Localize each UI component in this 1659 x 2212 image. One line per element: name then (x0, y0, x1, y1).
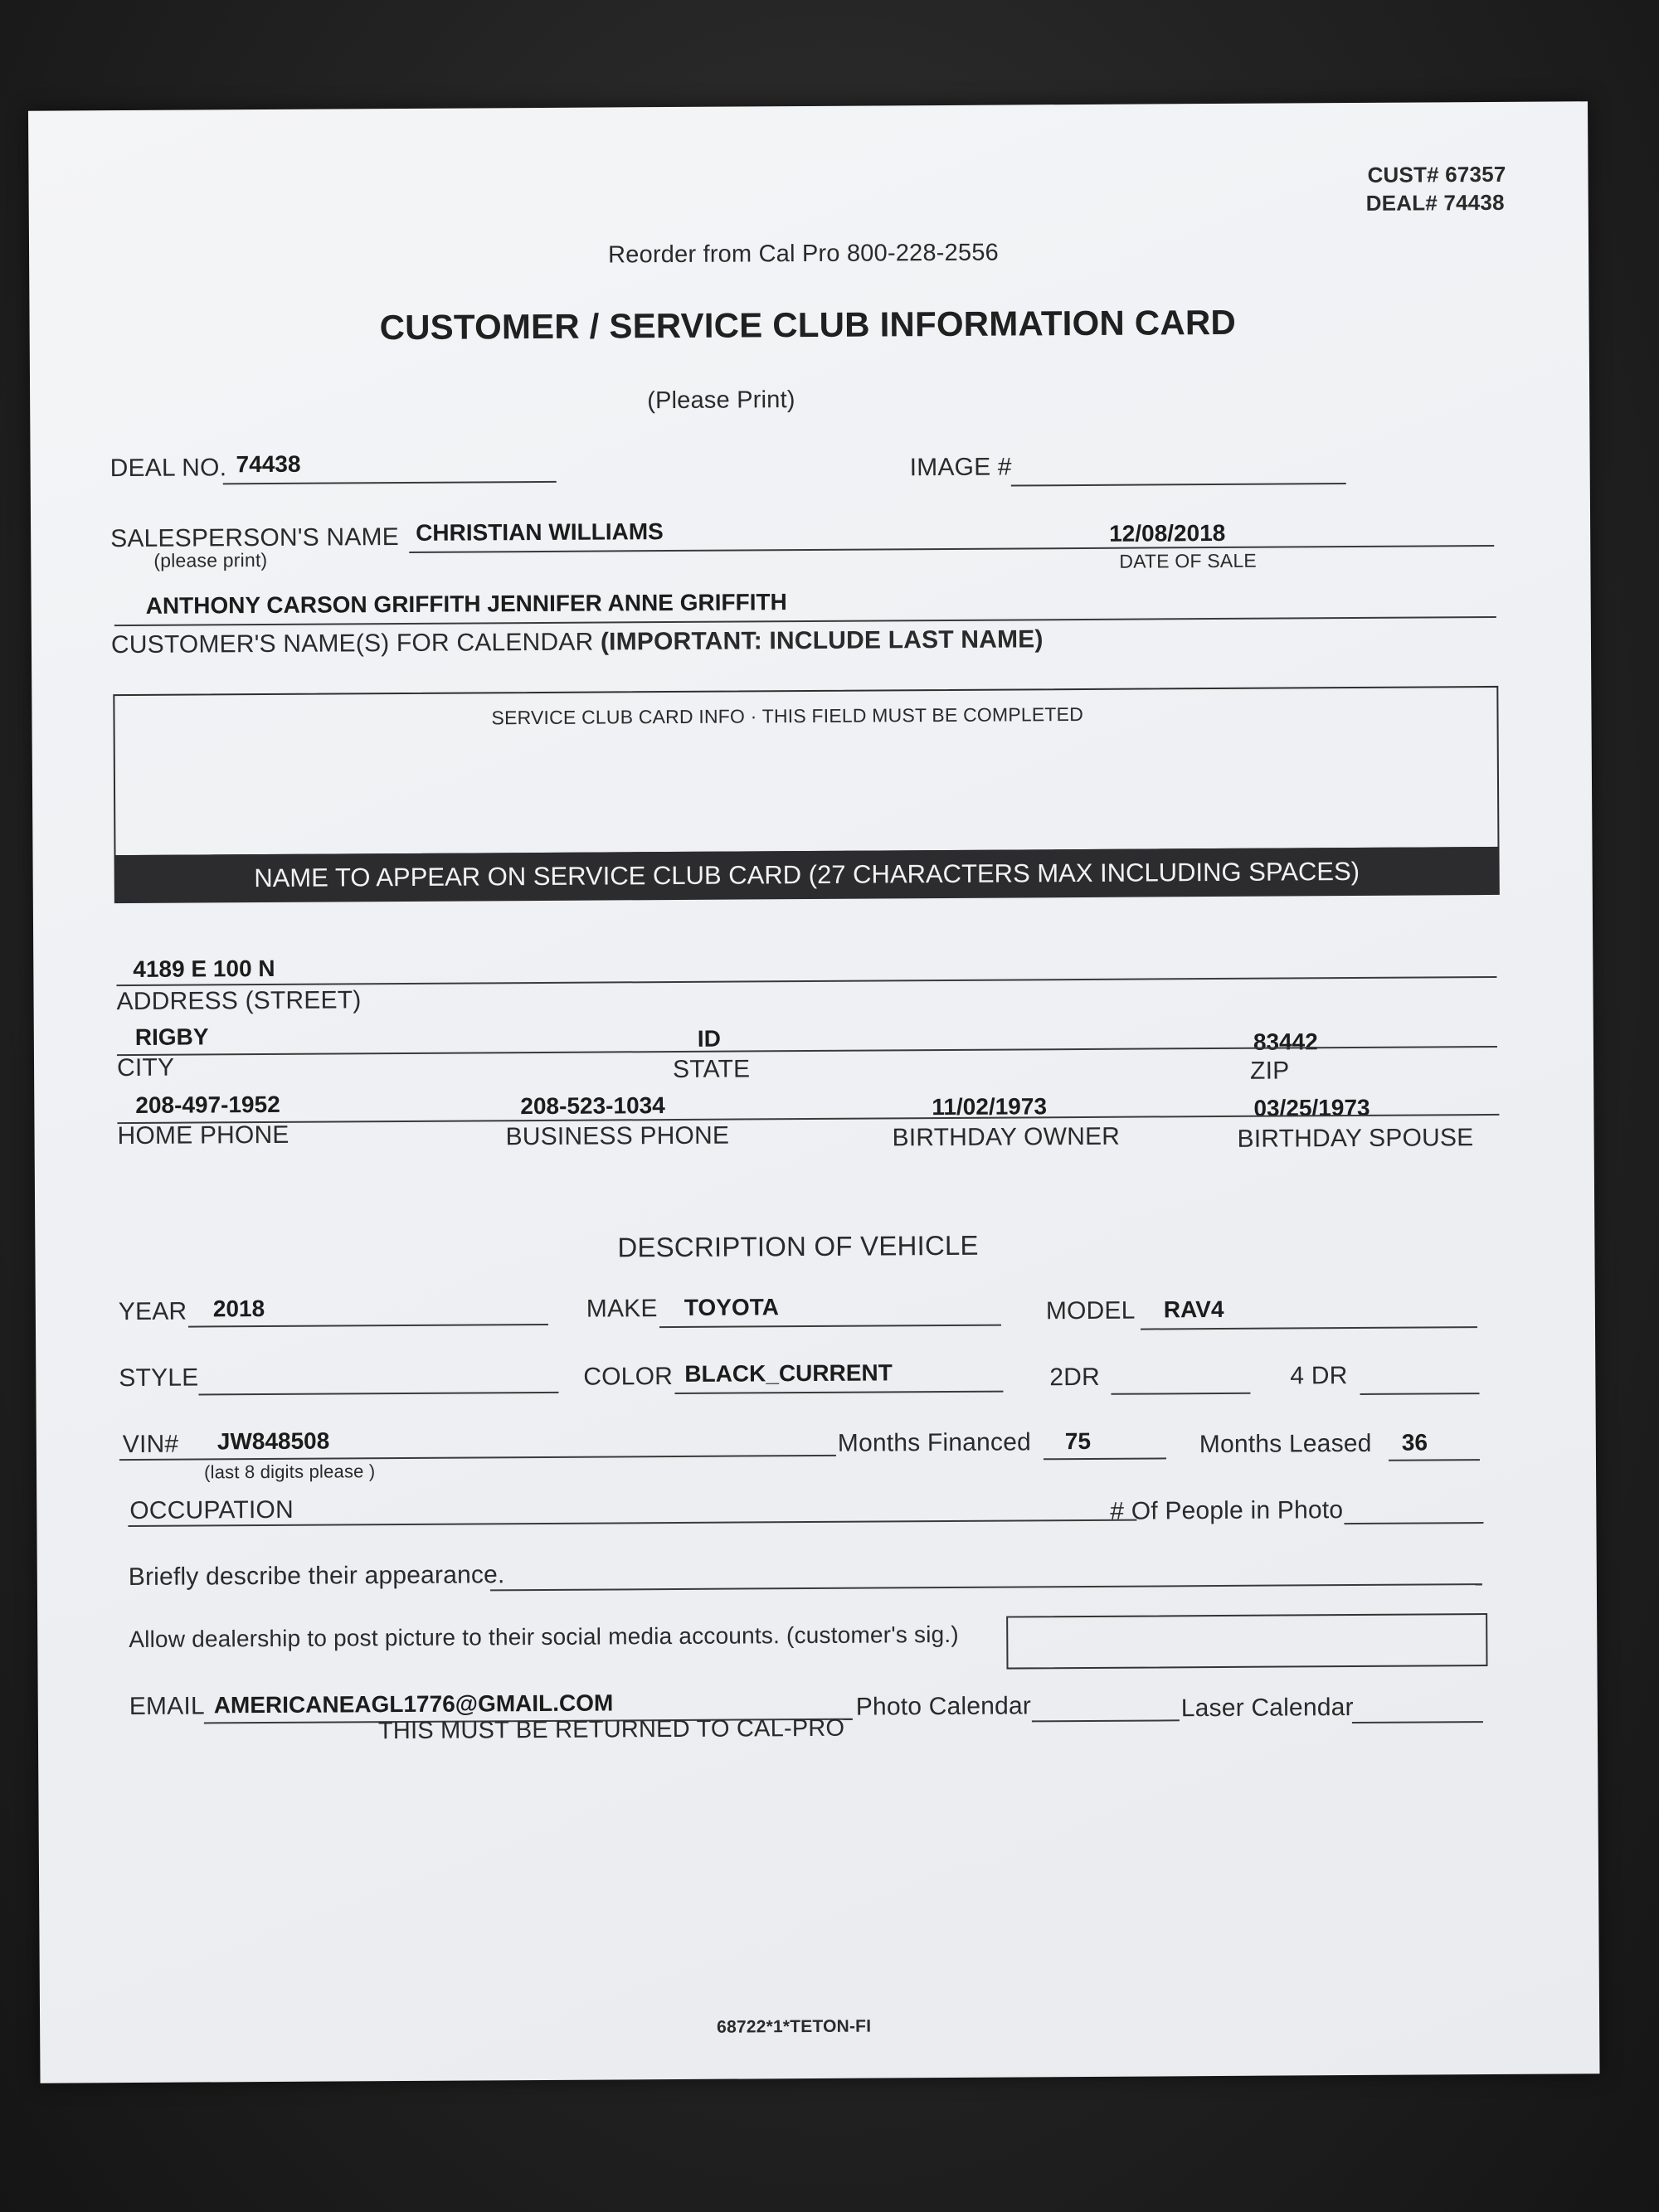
form-paper (28, 101, 1599, 2083)
months-leased-value[interactable]: 36 (1401, 1429, 1428, 1456)
cust-number: CUST# 67357 (1367, 161, 1506, 187)
year-value[interactable]: 2018 (212, 1296, 265, 1322)
vin-label: VIN# (122, 1430, 179, 1459)
zip-value[interactable]: 83442 (1253, 1028, 1318, 1055)
please-print-note: (Please Print) (647, 386, 795, 415)
months-financed-value[interactable]: 75 (1064, 1427, 1092, 1455)
occupation-label: OCCUPATION (129, 1495, 294, 1525)
state-value[interactable]: ID (697, 1025, 721, 1052)
city-label: CITY (116, 1053, 175, 1082)
deal-no-label: DEAL NO. (109, 454, 227, 483)
model-line (1141, 1326, 1477, 1330)
birthday-spouse-label: BIRTHDAY SPOUSE (1237, 1124, 1474, 1153)
laser-calendar-line[interactable] (1352, 1721, 1483, 1723)
birthday-owner-value[interactable]: 11/02/1973 (932, 1093, 1048, 1121)
photo-calendar-label: Photo Calendar (855, 1692, 1032, 1721)
year-line (188, 1324, 548, 1328)
two-door-line[interactable] (1111, 1393, 1250, 1395)
customer-names-value[interactable]: ANTHONY CARSON GRIFFITH JENNIFER ANNE GRIFFITH (145, 589, 787, 619)
salesperson-hint: (please print) (153, 548, 268, 571)
email-value[interactable]: AMERICANEAGL1776@GMAIL.COM (213, 1689, 614, 1719)
vehicle-heading: DESCRIPTION OF VEHICLE (617, 1229, 979, 1263)
image-label: IMAGE # (909, 453, 1012, 482)
birthday-spouse-value[interactable]: 03/25/1973 (1253, 1094, 1370, 1121)
model-label: MODEL (1045, 1296, 1136, 1325)
street-line (116, 976, 1496, 986)
model-value[interactable]: RAV4 (1163, 1296, 1224, 1323)
date-of-sale-label: DATE OF SALE (1119, 549, 1258, 572)
laser-calendar-label: Laser Calendar (1180, 1694, 1354, 1723)
service-club-caption: SERVICE CLUB CARD INFO · THIS FIELD MUST BE COMPLETED (491, 702, 1084, 729)
months-financed-label: Months Financed (837, 1428, 1032, 1457)
make-line (659, 1325, 1001, 1329)
people-in-photo-label: # Of People in Photo (1110, 1496, 1344, 1525)
vin-value[interactable]: JW848508 (216, 1427, 330, 1455)
year-label: YEAR (118, 1297, 187, 1326)
signature-box[interactable] (1006, 1613, 1487, 1670)
color-label: COLOR (583, 1363, 674, 1391)
return-note: THIS MUST BE RETURNED TO CAL-PRO (377, 1714, 845, 1745)
customer-names-label (111, 625, 1044, 659)
four-door-label: 4 DR (1290, 1362, 1348, 1390)
appearance-line[interactable] (490, 1583, 1482, 1591)
birthday-owner-label: BIRTHDAY OWNER (892, 1122, 1121, 1152)
home-phone-label: HOME PHONE (117, 1121, 289, 1150)
salesperson-value[interactable]: CHRISTIAN WILLIAMS (416, 518, 664, 546)
customer-names-label-text: CUSTOMER'S NAME(S) FOR CALENDAR (110, 628, 594, 659)
form-title: CUSTOMER / SERVICE CLUB INFORMATION CARD (379, 302, 1237, 348)
form-code: 68722*1*TETON-FI (717, 2016, 872, 2037)
business-phone-label: BUSINESS PHONE (505, 1121, 730, 1151)
zip-label: ZIP (1250, 1057, 1290, 1085)
date-of-sale-value[interactable]: 12/08/2018 (1109, 519, 1226, 547)
reorder-note: Reorder from Cal Pro 800-228-2556 (607, 239, 1000, 269)
state-label: STATE (672, 1055, 751, 1084)
customer-names-label-important: (IMPORTANT: INCLUDE LAST NAME) (600, 625, 1044, 656)
months-financed-line (1044, 1457, 1166, 1460)
email-label: EMAIL (129, 1692, 205, 1721)
style-label: STYLE (119, 1364, 199, 1393)
deal-number-corner: DEAL# 74438 (1365, 189, 1505, 216)
color-value[interactable]: BLACK_CURRENT (684, 1359, 893, 1387)
image-line (1011, 483, 1346, 486)
service-club-name-band: NAME TO APPEAR ON SERVICE CLUB CARD (27 CHARACTERS MAX INCLUDING SPACES) (114, 847, 1500, 903)
make-label: MAKE (586, 1295, 658, 1323)
make-value[interactable]: TOYOTA (684, 1294, 780, 1320)
business-phone-value[interactable]: 208-523-1034 (520, 1092, 665, 1120)
deal-no-line (223, 481, 557, 484)
salesperson-label: SALESPERSON'S NAME (110, 523, 400, 553)
street-value[interactable]: 4189 E 100 N (133, 955, 275, 982)
home-phone-value[interactable]: 208-497-1952 (135, 1091, 280, 1118)
months-leased-line (1389, 1459, 1480, 1461)
deal-no-value[interactable]: 74438 (236, 450, 301, 478)
two-door-label: 2DR (1049, 1363, 1101, 1392)
street-label: ADDRESS (STREET) (116, 986, 362, 1016)
four-door-line[interactable] (1360, 1393, 1479, 1395)
appearance-label: Briefly describe their appearance. (128, 1561, 505, 1592)
city-value[interactable]: RIGBY (134, 1023, 209, 1050)
salesperson-line (409, 545, 1494, 553)
color-line (674, 1391, 1003, 1394)
people-in-photo-line[interactable] (1344, 1522, 1483, 1524)
social-media-label: Allow dealership to post picture to their social media accounts. (customer's sig.) (129, 1621, 959, 1653)
style-line (198, 1392, 558, 1396)
photo-calendar-line[interactable] (1032, 1719, 1180, 1722)
months-leased-label: Months Leased (1199, 1429, 1372, 1459)
vin-line (119, 1455, 836, 1461)
vin-hint: (last 8 digits please ) (203, 1461, 376, 1483)
